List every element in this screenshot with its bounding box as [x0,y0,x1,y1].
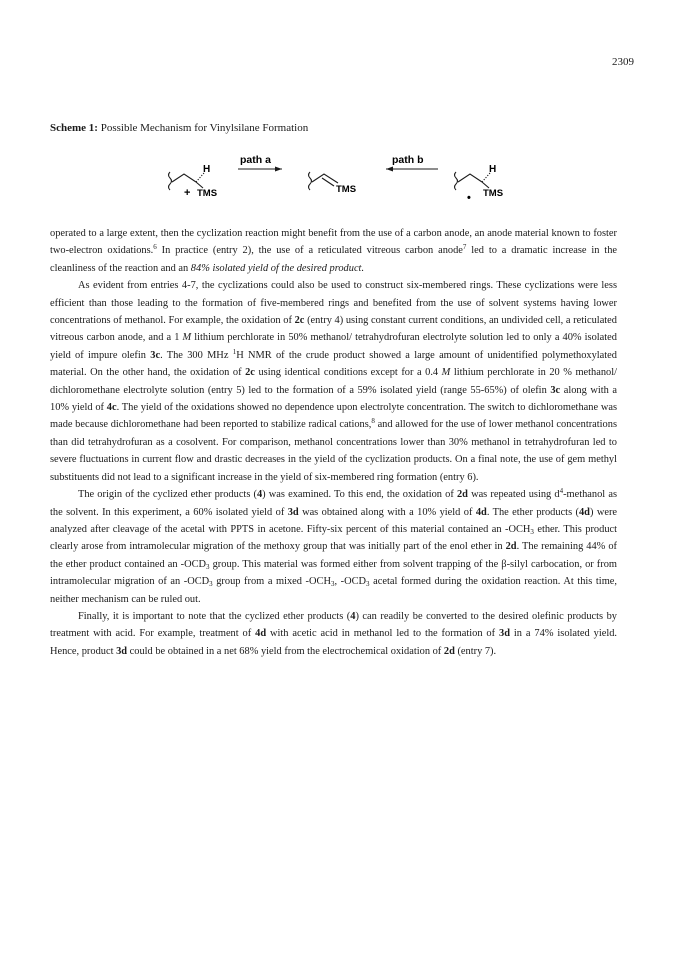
compound-label: 3c [150,349,161,361]
text-run: with acetic acid in methanol led to the formation of [266,628,500,640]
subscript: 3 [530,527,534,536]
right-wavy-bond [455,172,458,190]
text-run: ) were analyzed after cleavage of the acetal with PPTS in acetone. Fifty-six percent of this material contained an -OCH [50,506,618,535]
text-run: , -OCD [334,576,367,588]
compound-label: 4c [106,402,117,414]
text-run: operated to a large extent, then the cyclization reaction might benefit from the use of a carbon anode, an anode material known to foster two-electron oxidations. [50,228,617,257]
text-run: . The 300 MHz [160,349,233,361]
left-tms-label: TMS [197,188,218,199]
left-chain [172,174,196,182]
text-run: . The yield of the oxidations showed no dependence upon electrolyte concentration. The switch to dichloromethane was made because dichloromethane had been reported to stabilize radical cations, [50,402,617,431]
subscript: 3 [209,580,213,589]
text-run: lithium perchlorate in 20 % methanol/ dichloromethane electrolyte solution (entry 5) led to the formation of a 59% isolated yield (range 55-65%) of olefin [50,367,618,396]
path-a-label: path a [240,154,271,166]
path-b-arrowhead [386,167,393,172]
text-run: H NMR of the crude product showed a large amount of unidentified polymethoxylated material. On the other hand, the oxidation of [50,349,617,379]
compound-label: 4d [475,506,487,518]
text-run: was repeated using d [467,489,560,501]
text-run: As evident from entries 4-7, the cyclizations could also be used to construct six-membered rings. These cyclizations were less efficient than those leading to the formation of five-membered rings and benefited from the use of solvent systems having lower concentrations of methanol. For example, the oxidation of [50,280,617,327]
compound-label: 2c [294,315,305,327]
compound-label: 2d [443,645,455,657]
text-run: ) can readily be converted to the desired olefinic products by treatment with acid. For example, treatment of [50,610,617,640]
paragraph-2 [50,277,617,486]
scheme-label: Scheme 1: [50,122,98,134]
middle-chain [312,174,338,183]
paragraph-3 [50,486,617,608]
paragraph-1 [50,225,617,277]
compound-label: 4d [578,506,590,518]
text-run: . The ether products ( [486,506,579,518]
compound-label: 4d [255,628,267,640]
text-run: and allowed for the use of lower methanol concentrations than did tetrahydrofuran as a cosolvent. For comparison, methanol concentrations lower than 30% methanol in tetrahydrofuran led to severe fluctuations in current flow and drastic decreases in the yield of the cyclization products. On a final note, the use of gem methyl substituents did not lead to a significant increase in the yield of six-membered ring formation (entry 6). [50,419,617,483]
text-run: . The remaining 44% of the ether product contained an -OCD [50,541,617,570]
text-run: group. This material was formed either from solvent trapping of the β-silyl carbocation, or from intramolecular migration of an -OCD [50,558,617,588]
path-a-arrowhead [275,167,282,172]
text-run: was obtained along with a 10% yield of [298,506,476,518]
isotope-superscript: 4 [559,487,564,496]
subscript: 3 [330,580,335,589]
text-run: along with a 10% yield of [50,384,618,414]
text-run: led to a dramatic increase in the cleanliness of the reaction and an [50,245,617,274]
isotope-superscript: 1 [232,347,237,356]
molarity-unit: M [182,332,192,344]
molarity-unit: M [441,367,451,379]
scheme-title: Possible Mechanism for Vinylsilane Formation [100,122,309,134]
page-number: 2309 [612,56,634,68]
scheme-diagram [0,152,673,207]
text-run: in a 74% isolated yield. Hence, product [50,628,618,657]
text-run: (entry 7). [454,645,497,657]
cation-mark: + [184,187,191,199]
path-b-label: path b [392,154,424,166]
compound-label: 4 [256,489,263,501]
compound-label: 3c [550,384,561,396]
right-chain [458,174,482,182]
compound-label: 4 [350,610,356,622]
radical-mark: • [467,192,471,204]
scheme-caption [50,122,308,134]
paragraph-4 [50,608,617,660]
compound-label: 3d [499,628,510,640]
reference-superscript: 7 [462,243,467,252]
compound-label: 2d [456,489,468,501]
text-run: acetal formed during the oxidation reaction. At this time, neither mechanism can be ruled out. [50,576,617,605]
text-run: (entry 4) using constant current conditions, an undivided cell, a reticulated vitreous carbon anode, and a 1 [50,315,617,344]
right-h-label: H [489,164,497,175]
left-wavy-bond [169,172,172,190]
left-h-label: H [203,164,211,175]
italic-text: 84% isolated yield of the desired product. [190,262,365,274]
mechanism-svg [0,152,673,207]
middle-wavy-bond [309,172,312,190]
compound-label: 2c [245,367,255,379]
text-run: The origin of the cyclized ether products ( [78,489,257,501]
text-run: In practice (entry 2), the use of a reticulated vitreous carbon anode [156,245,463,257]
compound-label: 3d [287,506,299,518]
text-run: ether. This product clearly arose from intramolecular migration of the methoxy group that was initially part of the enol ether in [50,523,618,553]
compound-label: 2d [505,541,517,553]
subscript: 3 [366,580,370,589]
reference-superscript: 8 [371,417,375,426]
body-text [50,225,617,660]
right-tms-label: TMS [483,188,504,199]
text-run: ) was examined. To this end, the oxidation of [262,489,457,501]
subscript: 3 [206,562,210,571]
text-run: -methanol as the solvent. In this experiment, a 60% isolated yield of [50,489,617,518]
reference-superscript: 6 [153,243,157,252]
text-run: Finally, it is important to note that the cyclized ether products ( [78,610,351,622]
compound-label: 3d [116,645,128,657]
text-run: lithium perchlorate in 50% methanol/ tetrahydrofuran electrolyte solution led to only a 40% isolated yield of impure olefin [50,332,617,361]
text-run: could be obtained in a net 68% yield from the electrochemical oxidation of [127,645,444,657]
text-run: group from a mixed -OCH [212,576,331,588]
text-run: using identical conditions except for a 0.4 [254,367,442,379]
middle-tms-label: TMS [336,184,357,195]
